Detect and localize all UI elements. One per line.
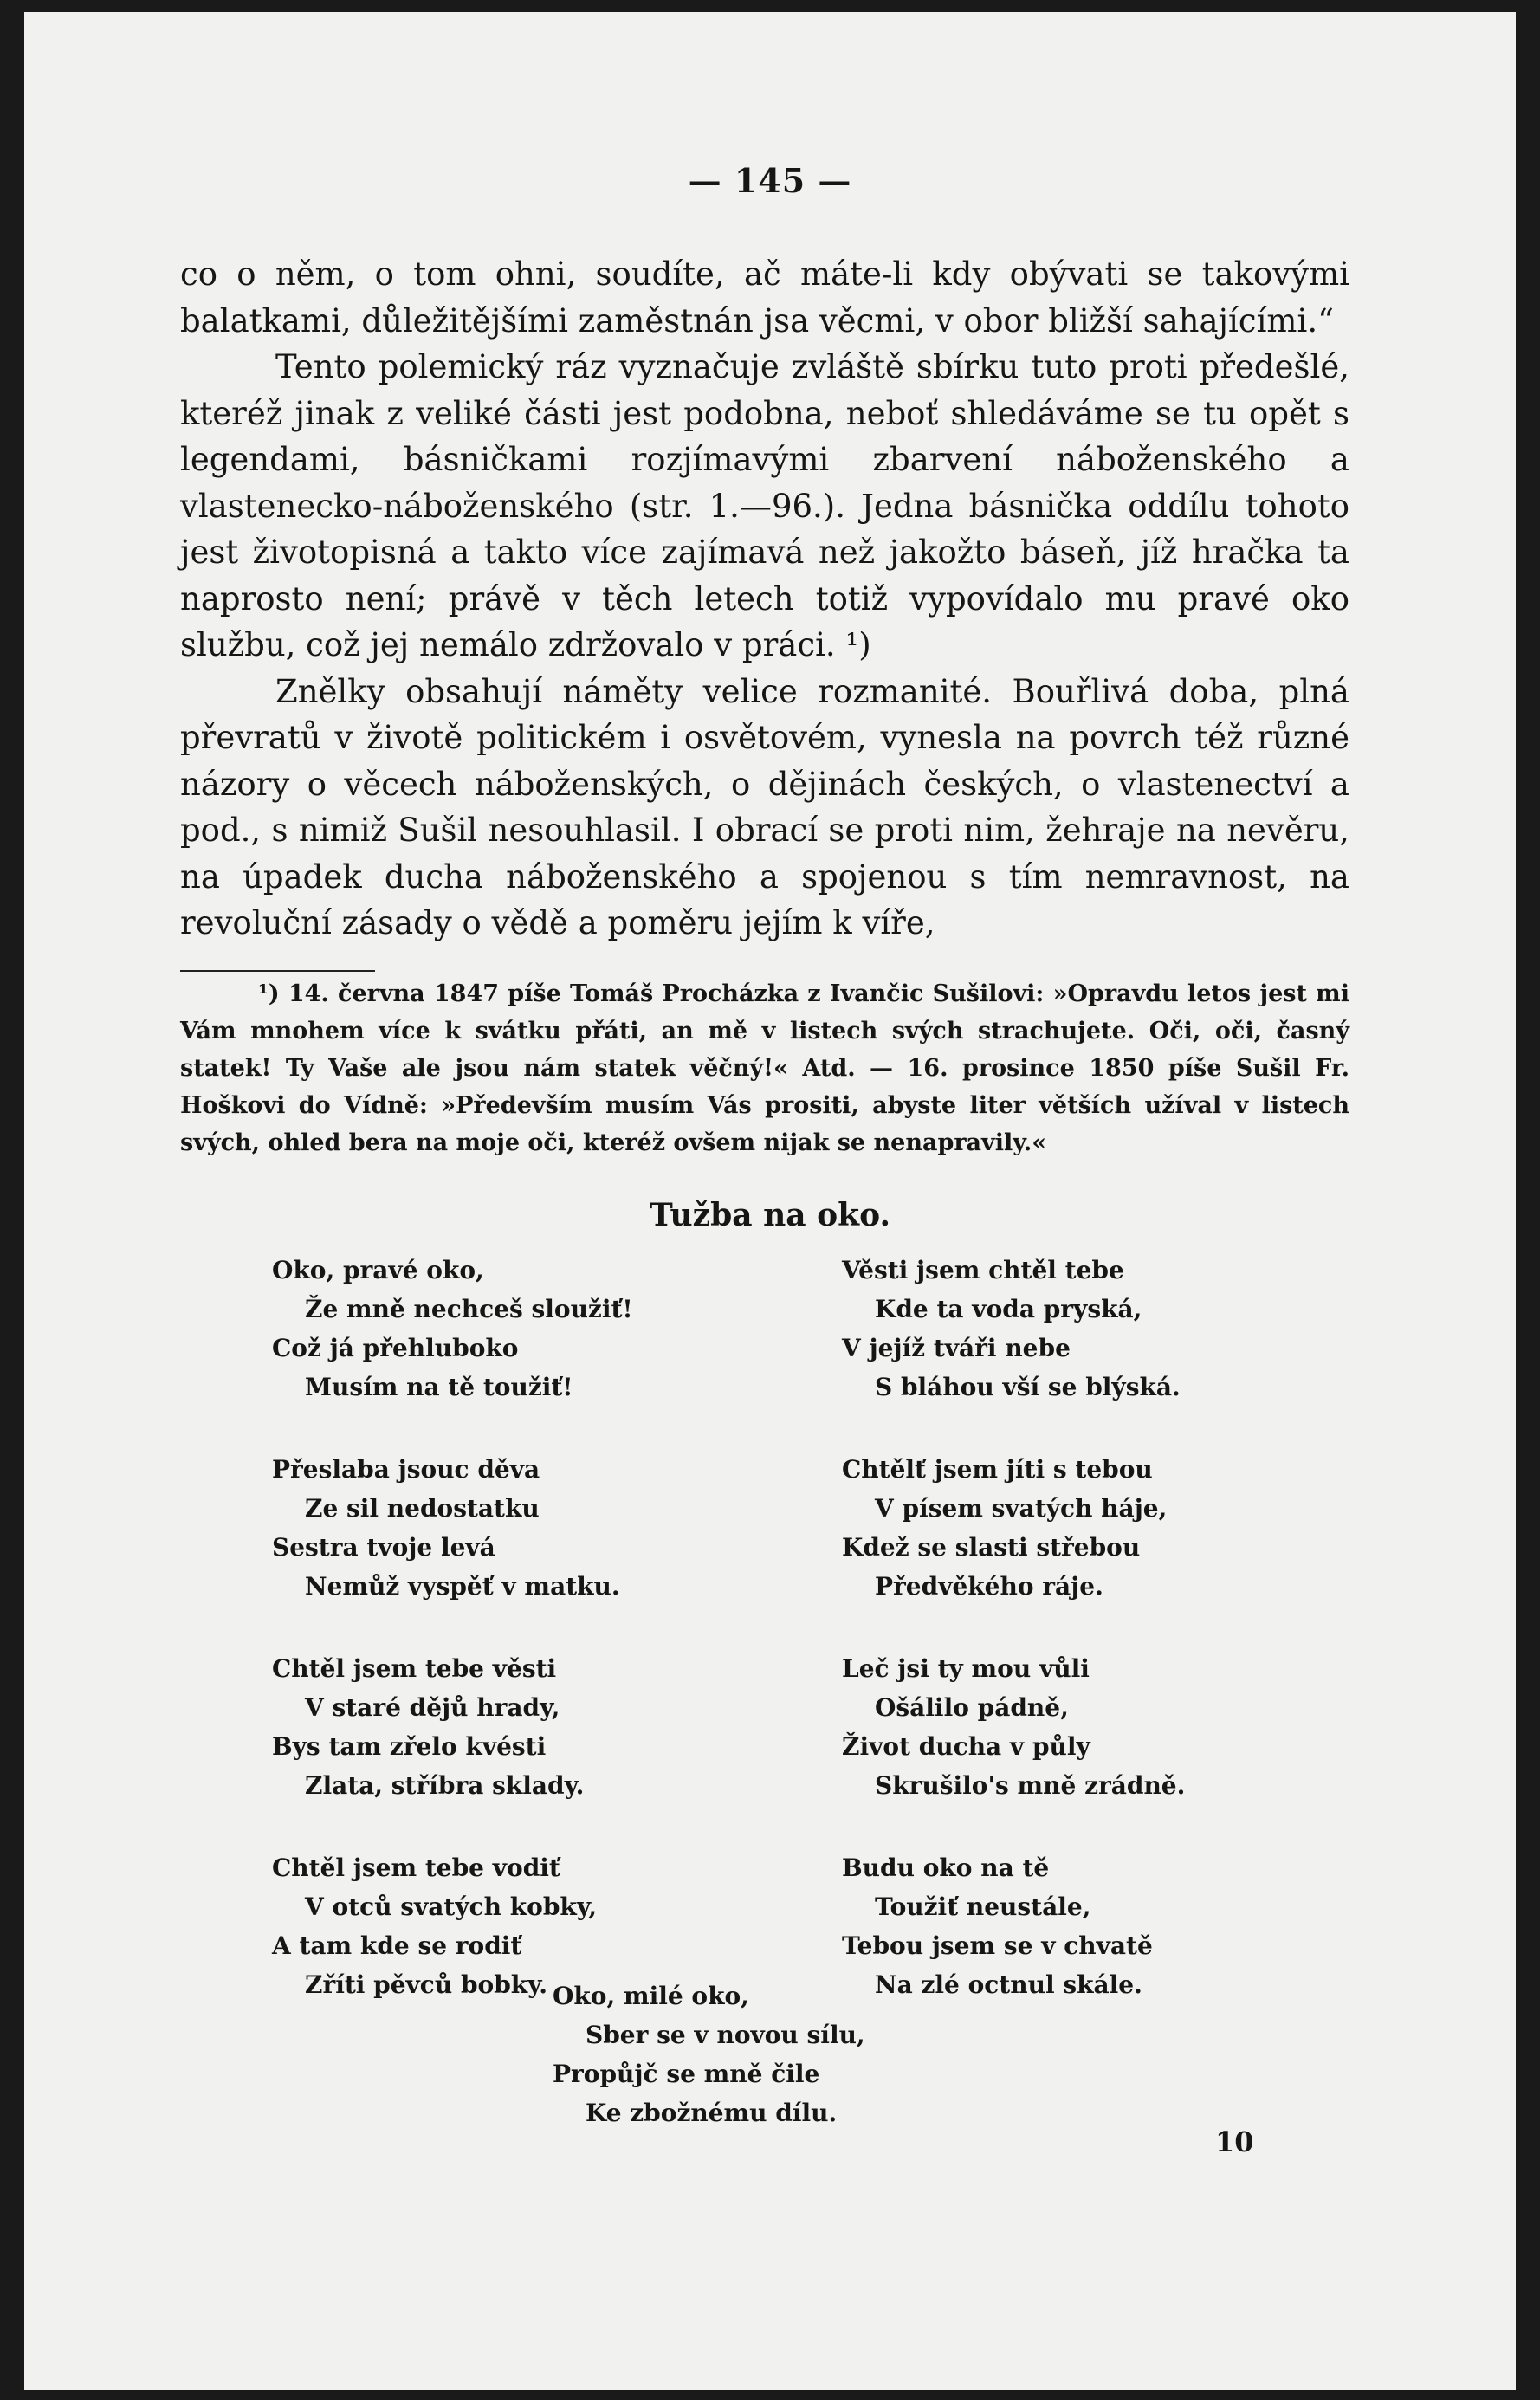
- verse-line: S bláhou vší se blýská.: [875, 1373, 1181, 1401]
- verse-line: Na zlé octnul skále.: [875, 1970, 1142, 1999]
- stanza: [842, 1649, 1327, 1805]
- verse-line: Sestra tvoje levá: [272, 1533, 495, 1562]
- verse-line: Zlata, stříbra sklady.: [305, 1771, 585, 1800]
- verse-line: Chtěl jsem tebe věsti: [272, 1654, 557, 1683]
- stanza: [272, 1450, 757, 1606]
- poem-left-column: [272, 1251, 757, 2047]
- stanza: [842, 1251, 1327, 1407]
- verse-line: Musím na tě toužiť!: [305, 1373, 573, 1401]
- verse-line: Kde ta voda pryská,: [875, 1295, 1142, 1323]
- verse-line: Oko, milé oko,: [553, 1982, 749, 2010]
- verse-line: Chtěl jsem tebe vodiť: [272, 1853, 560, 1882]
- verse-line: Budu oko na tě: [842, 1853, 1050, 1882]
- verse-line: Nemůž vyspěť v matku.: [305, 1572, 620, 1601]
- body-text: [180, 251, 1349, 947]
- verse-line: Ošálilo pádně,: [875, 1693, 1069, 1722]
- verse-line: Oko, pravé oko,: [272, 1256, 484, 1284]
- verse-line: V jejíž tváři nebe: [842, 1334, 1071, 1362]
- page-number: — 145 —: [688, 161, 852, 200]
- verse-line: Toužiť neustále,: [875, 1892, 1091, 1921]
- footnote-text: ¹) 14. června 1847 píše Tomáš Procházka z Ivančic Sušilovi: »Opravdu letos jest mi Vám mnohem více k svátku přáti, an mě v listech svých strachujete. Oči, oči, časný statek! Ty Vaše ale jsou nám statek věčný!« Atd. — 16. prosince 1850 píše Sušil Fr. Hoškovi do Vídně: »Především musím Vás prositi, abyste liter větších užíval v listech svých, ohled bera na moje oči, kteréž ovšem nijak se nenapravily.«: [180, 980, 1349, 1156]
- poem-right-column: [842, 1251, 1327, 2047]
- stanza: [272, 1251, 757, 1407]
- book-page: [24, 12, 1516, 2390]
- verse-line: Propůjč se mně čile: [553, 2060, 820, 2088]
- verse-line: Což já přehluboko: [272, 1334, 519, 1362]
- paragraph-3: Znělky obsahují náměty velice rozmanité. Bouřlivá doba, plná převratů v životě politickém i osvětovém, vynesla na povrch též různé názory o věcech náboženských, o dějinách českých, o vlastenectví a pod., s nimiž Sušil nesouhlasil. I obrací se proti nim, žehraje na nevěru, na úpadek ducha náboženského a spojenou s tím nemravnost, na revoluční zásady o vědě a poměru jejím k víře,: [180, 672, 1349, 941]
- footnote: [180, 975, 1349, 1161]
- paragraph-2: Tento polemický ráz vyznačuje zvláště sbírku tuto proti předešlé, kteréž jinak z veliké části jest podobna, neboť shledáváme se tu opět s legendami, básničkami rozjímavými zbarvení náboženského a vlastenecko-náboženského (str. 1.—96.). Jedna básnička oddílu tohoto jest životopisná a takto více zajímavá než jakožto báseň, jíž hračka ta naprosto není; právě v těch letech totiž vypovídalo mu pravé oko službu, což jej nemálo zdržovalo v práci. ¹): [180, 348, 1349, 663]
- verse-line: Leč jsi ty mou vůli: [842, 1654, 1090, 1683]
- verse-line: Že mně nechceš sloužiť!: [305, 1295, 633, 1323]
- stanza: [842, 1450, 1327, 1606]
- verse-line: V písem svatých háje,: [875, 1494, 1168, 1523]
- verse-line: V staré dějů hrady,: [305, 1693, 560, 1722]
- verse-line: Bys tam zřelo kvésti: [272, 1732, 547, 1761]
- verse-line: Přeslaba jsouc děva: [272, 1455, 540, 1484]
- final-stanza: [553, 1976, 1038, 2132]
- verse-line: Tebou jsem se v chvatě: [842, 1931, 1153, 1960]
- poem-title: Tužba na oko.: [649, 1197, 891, 1233]
- stanza: [272, 1649, 757, 1805]
- verse-line: Chtělť jsem jíti s tebou: [842, 1455, 1153, 1484]
- verse-line: Sber se v novou sílu,: [586, 2021, 865, 2049]
- verse-line: Ke zbožnému dílu.: [586, 2099, 838, 2127]
- verse-line: V otců svatých kobky,: [305, 1892, 598, 1921]
- verse-line: Kdež se slasti střebou: [842, 1533, 1141, 1562]
- verse-line: Život ducha v půly: [842, 1732, 1090, 1761]
- verse-line: Věsti jsem chtěl tebe: [842, 1256, 1124, 1284]
- paragraph-1: co o něm, o tom ohni, soudíte, ač máte-li kdy obývati se takovými balatkami, důležitějšími zaměstnán jsa věcmi, v obor bližší sahajícími.“: [180, 256, 1349, 340]
- verse-line: Skrušilo's mně zrádně.: [875, 1771, 1186, 1800]
- signature-mark: 10: [1215, 2125, 1254, 2158]
- verse-line: Zříti pěvců bobky.: [305, 1970, 547, 1999]
- verse-line: Předvěkého ráje.: [875, 1572, 1103, 1601]
- footnote-divider: [180, 970, 375, 972]
- verse-line: Ze sil nedostatku: [305, 1494, 540, 1523]
- verse-line: A tam kde se rodiť: [272, 1931, 522, 1960]
